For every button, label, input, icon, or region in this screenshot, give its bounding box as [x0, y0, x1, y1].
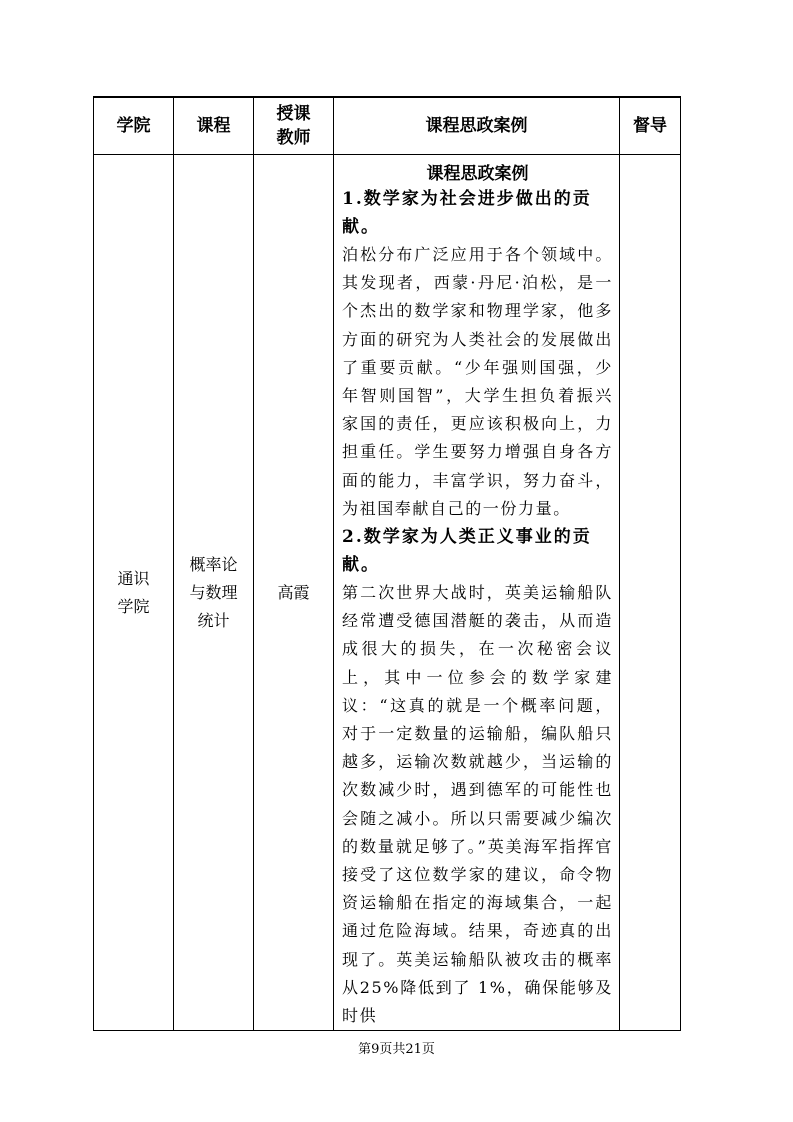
course-line1: 概率论	[189, 554, 238, 574]
course-line3: 统计	[197, 610, 230, 630]
course-line2: 与数理	[189, 582, 238, 602]
table-row	[94, 155, 681, 1031]
header-teacher-line2: 教师	[276, 128, 311, 148]
college-line2: 学院	[117, 596, 150, 616]
section-title: 2.数学家为人类正义事业的贡献。	[342, 527, 592, 576]
section-body: 泊松分布广泛应用于各个领域中。其发现者，西蒙·丹尼·泊松，是一个杰出的数学家和物理学家，他多方面的研究为人类社会的发展做出了重要贡献。“少年强则国强，少年智则国智”，大学生担负着振兴家国的责任，更应该积极向上，力担重任。学生要努力增强自身各方面的能力，丰富学识，努力奋斗，为祖国奉献自己的一份力量。	[342, 245, 613, 518]
header-course: 课程	[174, 97, 254, 155]
header-teacher-line1: 授课	[276, 104, 311, 124]
cell-college	[94, 155, 174, 1031]
cell-course	[174, 155, 254, 1031]
cell-case-content	[334, 155, 620, 1031]
header-teacher	[254, 97, 334, 155]
header-supervisor: 督导	[620, 97, 681, 155]
cell-supervisor	[620, 155, 681, 1031]
case-title: 课程思政案例	[426, 164, 529, 184]
cell-teacher: 高霞	[254, 155, 334, 1031]
course-case-table	[93, 96, 681, 1031]
table-header-row	[94, 97, 681, 155]
page-number-footer: 第9页共21页	[358, 1042, 435, 1057]
section-body: 第二次世界大战时，英美运输船队经常遭受德国潜艇的袭击，从而造成很大的损失，在一次秘密会议上，其中一位参会的数学家建议：“这真的就是一个概率问题，对于一定数量的运输船，编队船只越多，运输次数就越少，当运输的次数减少时，遇到德军的可能性也会随之减小。所以只需要减少编次的数量就足够了。”英美海军指挥官接受了这位数学家的建议，命令物资运输船在指定的海域集合，一起通过危险海域。结果，奇迹真的出现了。英美运输船队被攻击的概率从25%降低到了 1%，确保能够及时供	[342, 583, 613, 1026]
section-title: 1.数学家为社会进步做出的贡献。	[342, 189, 592, 237]
college-line1: 通识	[117, 568, 150, 588]
header-case: 课程思政案例	[334, 97, 620, 155]
header-college: 学院	[94, 97, 174, 155]
